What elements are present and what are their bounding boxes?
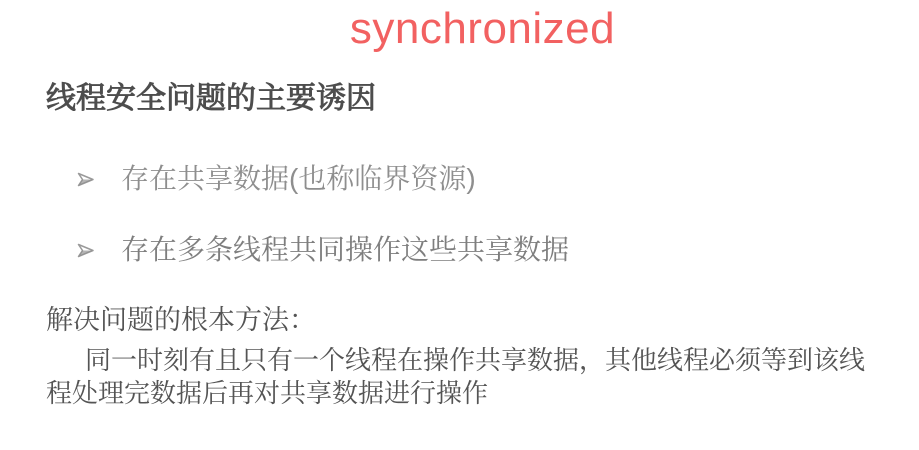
bullet-text: 存在多条线程共同操作这些共享数据 [121, 234, 570, 265]
solution-label: 解决问题的根本方法： [46, 305, 316, 335]
arrowhead-right-icon [77, 172, 95, 187]
slide-title: synchronized [349, 4, 616, 53]
bullet-text: 存在共享数据(也称临界资源) [121, 163, 476, 194]
paragraph-line: 同一时刻有且只有一个线程在操作共享数据，其他线程必须等到该线 [85, 345, 866, 375]
solution-paragraph [46, 344, 916, 410]
bullet-item [77, 232, 569, 268]
arrowhead-right-icon [77, 243, 95, 258]
section-heading: 线程安全问题的主要诱因 [46, 82, 376, 115]
paragraph-line: 程处理完数据后再对共享数据进行操作 [46, 378, 489, 408]
bullet-item [77, 161, 476, 197]
